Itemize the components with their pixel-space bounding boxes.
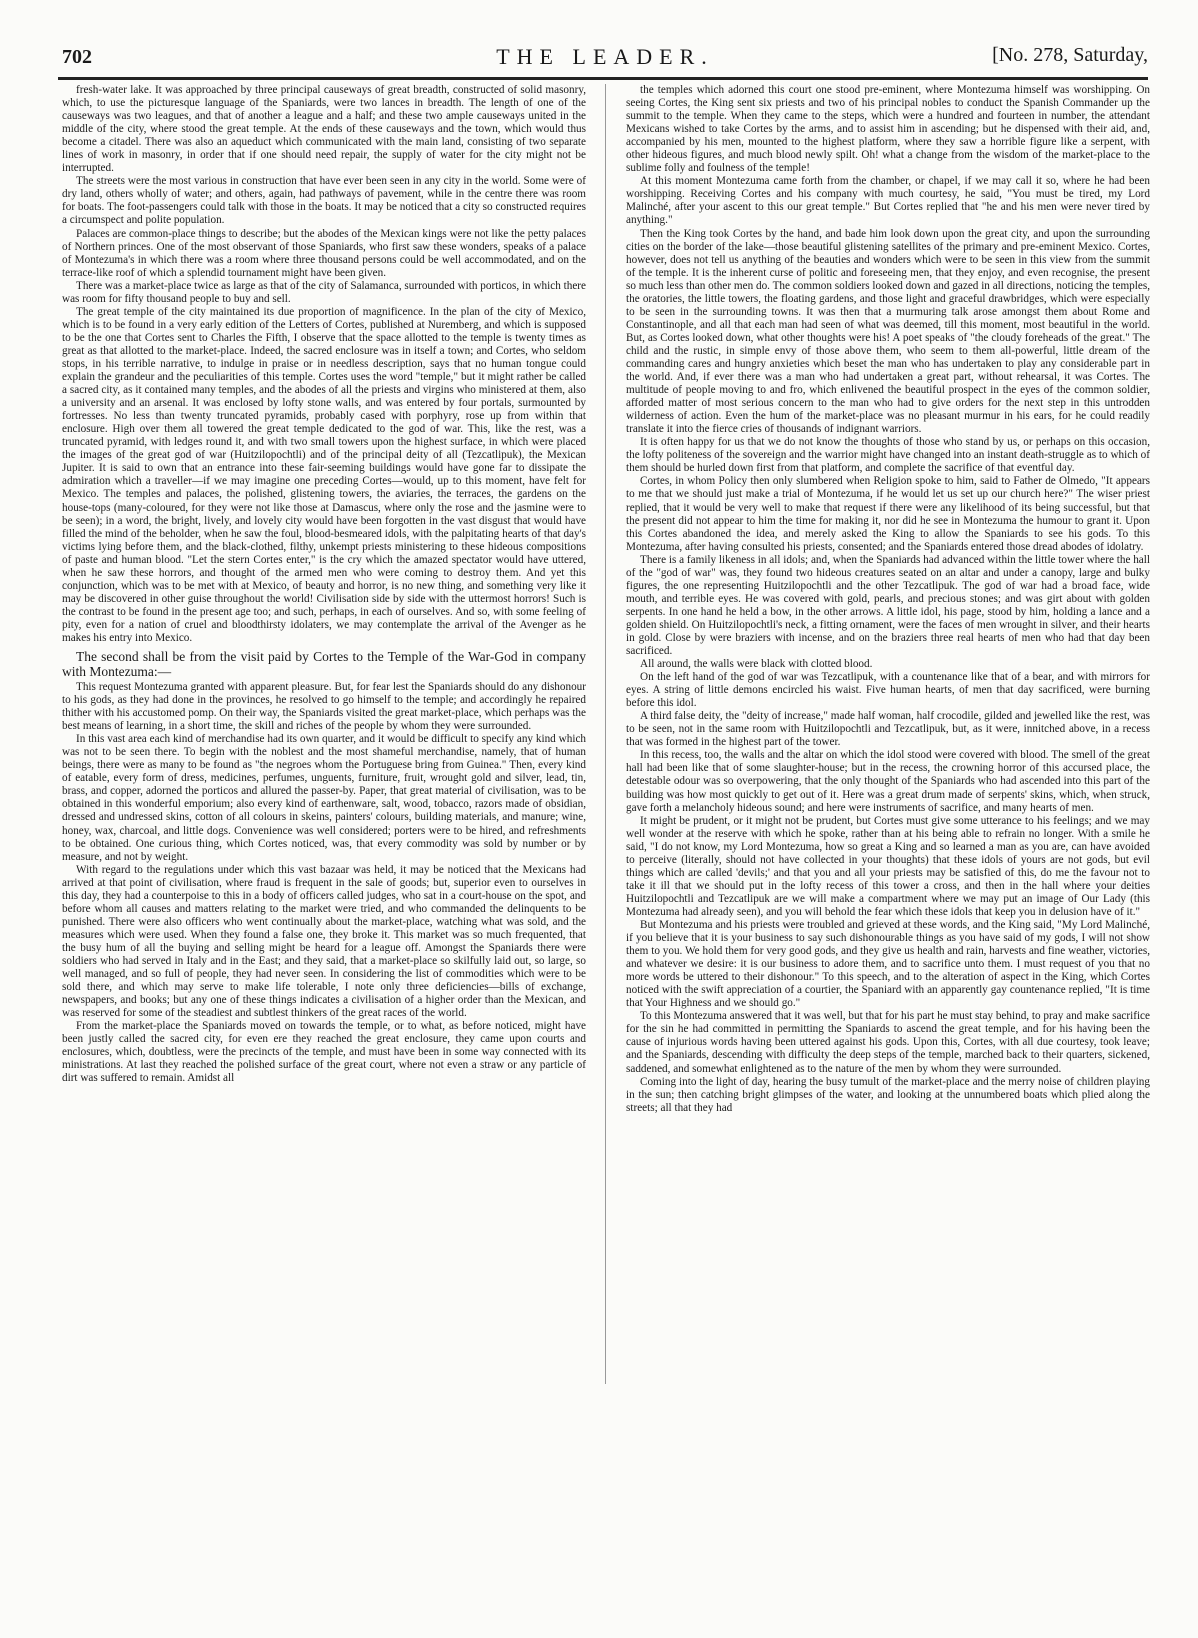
paragraph: This request Montezuma granted with apparent pleasure. But, for fear lest the Spaniards should do any dishonour to his gods, as they had done in the provinces, he resolved to go himself to the temple; and accordingly he repaired thither with his accustomed pomp. On their way, the Spaniards visited the great market-place, which perhaps was the best means of learning, in a short time, the skill and riches of the people by whom they were surrounded. <box>62 681 586 733</box>
left-column <box>62 84 586 1085</box>
paragraph: With regard to the regulations under which this vast bazaar was held, it may be noticed that the Mexicans had arrived at that point of civilisation, where fraud is frequent in the sale of goods; but, superior even to ourselves in this day, they had a counterpoise to this in a body of officers called judges, who sat in a court-house on the spot, and before whom all causes and matters relating to the market were tried, and who commanded the delinquents to be punished. There were also officers who went continually about the market-place, watching what was sold, and the measures which were used. When they found a false one, they broke it. This market was so much frequented, that the busy hum of all the buying and selling might be heard for a league off. Amongst the Spaniards there were soldiers who had served in Italy and in the East; and they said, that a market-place so skilfully laid out, so large, so well managed, and so full of people, they had never seen. In considering the list of commodities which were to be sold there, and which may serve to make life tolerable, I note only three deficiencies—bills of exchange, newspapers, and books; but any one of these things indicates a civilisation of a higher order than the Mexican, and was reserved for some of the steadiest and subtlest thinkers of the great races of the world. <box>62 863 586 1020</box>
paragraph: In this recess, too, the walls and the altar on which the idol stood were covered with blood. The smell of the great hall had been like that of some slaughter-house; but in the recess, the crowning horror of this accursed place, the detestable odour was so overpowering, that the only thought of the Spaniards who had ascended into this part of the building was how most quickly to get out of it. Here was a great drum made of serpents' skins, which, when struck, gave forth a melancholy hideous sound; and here were instruments of sacrifice, and many hearts of men. <box>626 749 1150 814</box>
paragraph: The great temple of the city maintained its due proportion of magnificence. In the plan of the city of Mexico, which is to be found in a very early edition of the Letters of Cortes, published at Nuremberg, and which is supposed to be the one that Cortes sent to Charles the Fifth, I observe that the space allotted to the temple is twenty times as great as that allotted to the market-place. Indeed, the sacred enclosure was in itself a town; and Cortes, who seldom stops, in his terrible narrative, to indulge in praise or in needless description, says that no human tongue could explain the grandeur and the peculiarities of this temple. Cortes uses the word "temple," but it might rather be called a sacred city, as it contained many temples, and the abodes of all the priests and virgins who ministered at them, also a university and an arsenal. It was enclosed by lofty stone walls, and was entered by four portals, surmounted by fortresses. No less than twenty truncated pyramids, probably cased with porphyry, rose up from within that enclosure. High over them all towered the great temple dedicated to the god of war. This, like the rest, was a truncated pyramid, with ledges round it, and with two small towers upon the highest surface, in which were placed the images of the great god of war (Huitzilopochtli) and of the principal deity of all (Tezcatlipuk), the Mexican Jupiter. It is said to own that an entrance into these fair-seeming buildings would have gone far to dissipate the admiration which a traveller—if we may imagine one preceding Cortes—would, up to this moment, have felt for Mexico. The temples and palaces, the polished, glistening towers, the aviaries, the terraces, the gardens on the house-tops (many-coloured, for they were not like those at Damascus, where only the rose and the jasmine were to be seen); in a word, the bright, lively, and lovely city would have been forgotten in the vast disgust that would have filled the mind of the beholder, when he saw the foul, blood-besmeared idols, with the palpitating hearts of that day's victims lying before them, and the black-clothed, filthy, unkempt priests ministering to these hideous compositions of paste and human blood. "Let the stern Cortes enter," is the cry which the amazed spectator would have uttered, when he saw these horrors, and thought of the armed men who were coming to destroy them. And yet this conjunction, which was to be met with at Mexico, of beauty and horror, is no new thing, and something very like it may be discovered in other guise throughout the world! Civilisation side by side with the uttermost horrors! Such is the contrast to be found in the present age too; and such, perhaps, in each of ourselves. And so, with some feeling of pity, even for a nation of cruel and bloodthirsty idolaters, we may contemplate the arrival of the Avenger as he makes his entry into Mexico. <box>62 305 586 644</box>
right-column <box>626 84 1150 1115</box>
paragraph: On the left hand of the god of war was Tezcatlipuk, with a countenance like that of a bear, and with mirrors for eyes. A string of little demons encircled his waist. Five human hearts, of men that day sacrificed, were burning before this idol. <box>626 671 1150 710</box>
paragraph: the temples which adorned this court one stood pre-eminent, where Montezuma himself was worshipping. On seeing Cortes, the King sent six priests and two of his principal nobles to conduct the Spanish Commander up the summit to the temple. When they came to the steps, which were a hundred and fourteen in number, the attendant Mexicans wished to take Cortes by the arms, and to assist him in ascending; but he dispensed with their aid, and, accompanied by his men, mounted to the highest platform, where they saw a horrible figure like a serpent, with other hideous figures, and much blood newly spilt. Oh! what a change from the wisdom of the market-place to the sublime folly and foulness of the temple! <box>626 84 1150 175</box>
issue-info: [No. 278, Saturday, <box>992 44 1148 66</box>
paragraph: Cortes, in whom Policy then only slumbered when Religion spoke to him, said to Father de Olmedo, "It appears to me that we should just make a trial of Montezuma, if he would let us set up our church here?" The wiser priest replied, that it would be very well to make that request if there were any likelihood of its being successful, but that the present did not appear to him the time for making it, nor did he see in Montezuma the humour to grant it. Upon this Cortes abandoned the idea, and merely asked the King to allow the Spaniards to see his gods. To this Montezuma, after having consulted his priests, consented; and the Spaniards entered those dread abodes of idolatry. <box>626 475 1150 553</box>
masthead-title: THE LEADER. <box>496 44 714 69</box>
paragraph: It might be prudent, or it might not be prudent, but Cortes must give some utterance to his feelings; and we may well wonder at the reserve with which he spoke, rather than at his being able to refrain no longer. With a smile he said, "I do not know, my Lord Montezuma, how so great a King and so learned a man as you are, can have avoided to perceive (literally, should not have collected in your thoughts) that these idols of yours are not gods, but evil things which are called 'devils;' and that you and all your priests may be satisfied of this, do me the favour not to take it ill that we should put in the lofty recess of this tower a cross, and then in the hall where your deities Huitzilopochtli and Tezcatlipuk are we will make a compartment where we may put an image of Our Lady (this Montezuma had already seen), and you will behold the fear which these idols that keep you in delusion have of it." <box>626 814 1150 918</box>
paragraph: There is a family likeness in all idols; and, when the Spaniards had advanced within the little tower where the hall of the "god of war" was, they found two hideous creatures seated on an altar and under a canopy, large and bulky figures, the one representing Huitzilopochtli and the other Tezcatlipuk. The god of war had a broad face, wide mouth, and terrible eyes. He was covered with gold, pearls, and precious stones; and was girt about with golden serpents. In one hand he held a bow, in the other arrows. A little idol, his page, stood by him, holding a lance and a golden shield. On Huitzilopochtli's neck, a fitting ornament, were the faces of men wrought in silver, and their hearts in gold. Close by were braziers with incense, and on the braziers three real hearts of men who had that day been sacrificed. <box>626 553 1150 658</box>
paragraph: Then the King took Cortes by the hand, and bade him look down upon the great city, and upon the surrounding cities on the border of the lake—those beautiful glistening satellites of the primary and pre-eminent Mexico. Cortes, however, does not tell us anything of the beauties and wonders which were to be seen in this view from the summit of the temple. It is the inherent curse of politic and foreseeing men, that they enjoy, and even recognise, the present so much less than other men do. The common soldiers looked down and gazed in all directions, noticing the temples, the oratories, the little towers, the floating gardens, and those light and graceful drawbridges, which were especially to be seen in the surrounding towns. It was then that a murmuring talk arose amongst them about Rome and Constantinople, and all that each man had seen of what was deemed, till this moment, most beautiful in the world. But, as Cortes looked down, what other thoughts were his! A poet speaks of "the cloudy foreheads of the great." The child and the rustic, in simple envy of those above them, who seem to them all-powerful, little dream of the commanding cares and hungry anxieties which beset the man who has undertaken to play any considerable part in the world. And, if ever there was a man who had undertaken a great part, without rehearsal, it was Cortes. The multitude of people moving to and fro, which enlivened the beautiful prospect in the eyes of the common soldier, afforded matter of most serious concern to the man who had to give orders for the next step in this untrodden wilderness of action. Even the hum of the market-place was no pleasant murmur in his ears, for he could readily translate it into the fierce cries of thousands of indignant warriors. <box>626 227 1150 436</box>
column-divider <box>605 84 606 1384</box>
paragraph: The streets were the most various in construction that have ever been seen in any city in the world. Some were of dry land, others wholly of water; and others, again, had pathways of pavement, while in the centre there was room for boats. The foot-passengers could talk with those in the boats. It may be noticed that a city so constructed requires a circumspect and polite population. <box>62 175 586 227</box>
paragraph: In this vast area each kind of merchandise had its own quarter, and it would be difficult to specify any kind which was not to be seen there. To begin with the noblest and the most shameful merchandise, namely, that of human beings, there were as many to be found as "the negroes whom the Portuguese bring from Guinea." Then, every kind of eatable, every form of dress, medicines, perfumes, unguents, furniture, fruit, wrought gold and silver, lead, tin, brass, and copper, adorned the porticos and allured the passer-by. Paper, that great material of civilisation, was to be obtained in this wonderful emporium; also every kind of earthenware, salt, wood, tobacco, razors made of obsidian, dressed and undressed skins, cotton of all colours in skeins, painters' colours, building materials, and manure; wine, honey, wax, charcoal, and little dogs. Convenience was well considered; porters were to be hired, and refreshments to be obtained. One curious thing, which Cortes noticed, was, that every commodity was sold by number or by measure, and not by weight. <box>62 733 586 863</box>
paragraph: A third false deity, the "deity of increase," made half woman, half crocodile, gilded and jewelled like the rest, was to be seen, not in the same room with Huitzilopochtli and Tezcatlipuk, but, as it were, innitched above, in a recess that was formed in the highest part of the tower. <box>626 710 1150 749</box>
paragraph: All around, the walls were black with clotted blood. <box>640 658 873 671</box>
paragraph: fresh-water lake. It was approached by three principal causeways of great breadth, constructed of solid masonry, which, to use the picturesque language of the Spaniards, were two lances in breadth. The length of one of the causeways was two leagues, and that of another a league and a half; and these two ample causeways united in the middle of the city, where stood the great temple. At the ends of these causeways and the town, which would thus become a citadel. There was also an aqueduct which communicated with the main land, consisting of two separate lines of work in masonry, in order that if one should need repair, the supply of water for the city might not be interrupted. <box>62 84 586 175</box>
paragraph: But Montezuma and his priests were troubled and grieved at these words, and the King said, "My Lord Malinché, if you believe that it is your business to say such dishonourable things as you have said of my gods, I will not show them to you. We hold them for very good gods, and they give us health and rain, harvests and fine weather, victories, and whatever we desire: it is our business to adore them, and to sacrifice unto them. I must request of you that no more words be uttered to their dishonour." To this speech, and to the alteration of aspect in the King, which Cortes noticed with the swift appreciation of a courtier, the Spaniard with an apparently gay countenance replied, "It is time that Your Highness and we should go." <box>626 919 1150 1010</box>
paragraph: From the market-place the Spaniards moved on towards the temple, or to what, as before noticed, might have been justly called the sacred city, for even ere they reached the great enclosure, they came upon courts and enclosures, which, doubtless, were the precincts of the temple, and must have been in some way connected with its ministrations. At last they reached the polished surface of the great court, where not even a straw or any particle of dirt was suffered to remain. Amidst all <box>62 1020 586 1085</box>
paragraph: At this moment Montezuma came forth from the chamber, or chapel, if we may call it so, where he had been worshipping. Receiving Cortes and his company with much courtesy, he said, "You must be tired, my Lord Malinché, after your ascent to this our great temple." But Cortes replied that "he and his men were never tired by anything." <box>626 175 1150 227</box>
page-number: 702 <box>62 46 92 68</box>
paragraph: Coming into the light of day, hearing the busy tumult of the market-place and the merry noise of children playing in the sun; then catching bright glimpses of the water, and looking at the unnumbered boats which plied along the streets; all that they had <box>626 1075 1150 1114</box>
paragraph: Palaces are common-place things to describe; but the abodes of the Mexican kings were not like the petty palaces of Northern princes. One of the most observant of those Spaniards, who first saw these wonders, speaks of a palace of Montezuma's in which there was a room where three thousand persons could be well accommodated, and on the terrace-like roof of which a splendid tournament might have been given. <box>62 227 586 279</box>
paragraph: It is often happy for us that we do not know the thoughts of those who stand by us, or perhaps on this occasion, the lofty politeness of the sovereign and the warrior might have changed into an instant death-struggle as to which of them should be hurled down first from that platform, and complete the sacrifice of that eventful day. <box>626 436 1150 475</box>
paragraph: There was a market-place twice as large as that of the city of Salamanca, surrounded with porticos, in which there was room for fifty thousand people to buy and sell. <box>62 279 586 305</box>
section-subheading: The second shall be from the visit paid by Cortes to the Temple of the War-God in company with Montezuma:— <box>62 649 586 680</box>
header-rule <box>58 77 1148 80</box>
page-header <box>62 44 1148 72</box>
paragraph: To this Montezuma answered that it was well, but that for his part he must stay behind, to pray and make sacrifice for the sin he had committed in permitting the Spaniards to ascend the great temple, and for his having been the cause of injurious words having been uttered against his gods. Upon this, Cortes, with all due courtesy, took leave; and the Spaniards, descending with difficulty the deep steps of the temple, marched back to their quarters, sickened, saddened, and somewhat enlightened as to the nature of the men by whom they were surrounded. <box>626 1010 1150 1075</box>
